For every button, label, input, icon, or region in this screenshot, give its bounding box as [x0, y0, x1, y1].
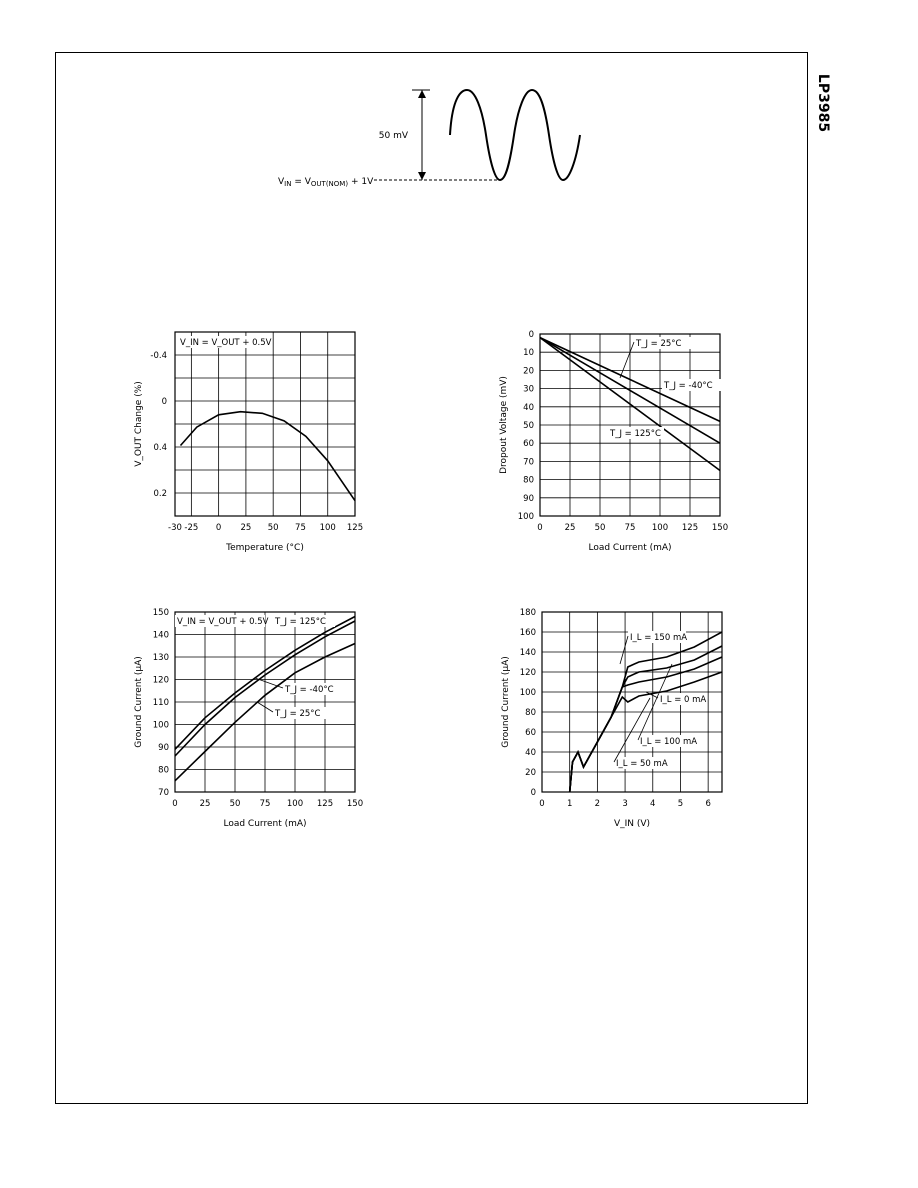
y-axis-label: Ground Current (µA): [134, 656, 144, 748]
y-axis-label: V_OUT Change (%): [134, 381, 144, 467]
y-tick-label: 80: [525, 708, 536, 718]
x-tick-label: 75: [259, 799, 271, 809]
series-line-1: [181, 412, 356, 501]
y-tick-label: 0: [528, 330, 534, 340]
label-pointer: [620, 342, 634, 378]
vin-label: $V_{IN} = V_{OUT(NOM)} + 1V$: [278, 177, 374, 188]
x-tick-label: 100: [319, 523, 336, 533]
y-tick-label: 20: [525, 768, 536, 778]
series-label-150ma: I_L = 150 mA: [630, 633, 688, 643]
y-tick-label: 100: [517, 512, 534, 522]
x-tick-label: 0: [172, 799, 178, 809]
x-tick-label: 150: [346, 799, 364, 809]
sine-wave: [450, 90, 580, 180]
label-pointer: [620, 636, 628, 664]
x-tick-label: 1: [566, 799, 573, 809]
x-axis-label: V_IN (V): [613, 819, 651, 829]
amplitude-label: 50 mV: [378, 131, 408, 141]
series-label-100ma: I_L = 100 mA: [640, 737, 698, 747]
x-tick-label: 25: [240, 523, 252, 533]
x-tick-label: 125: [681, 523, 699, 533]
x-tick-label: 0: [539, 799, 545, 809]
x-tick-label: -30: [168, 523, 182, 533]
y-tick-label: 40: [525, 748, 536, 758]
y-tick-label: 80: [523, 475, 534, 486]
y-tick-label: 120: [152, 675, 169, 686]
x-tick-label: 3: [622, 799, 628, 809]
y-tick-label: 0: [161, 397, 167, 407]
x-tick-label: 125: [316, 799, 334, 809]
y-tick-label: 70: [523, 457, 534, 468]
series-label-125c: T_J = 125°C: [275, 617, 326, 627]
part-number: LP3985: [815, 73, 831, 133]
y-tick-label: 90: [158, 743, 169, 753]
dropout-voltage-vs-load-current-chart: [490, 318, 740, 563]
y-axis-label: Dropout Voltage (mV): [499, 376, 509, 474]
series-label-minus40c: T_J = -40°C: [285, 685, 334, 695]
y-tick-label: -0.4: [150, 351, 167, 361]
x-tick-label: 25: [199, 799, 211, 809]
y-tick-label: 150: [152, 608, 169, 618]
x-tick-label: 2: [594, 799, 601, 809]
series-label-0ma: I_L = 0 mA: [660, 695, 707, 705]
y-axis-label: Ground Current (µA): [501, 656, 511, 748]
y-tick-label: 10: [523, 348, 534, 359]
x-tick-label: 25: [564, 523, 576, 533]
y-tick-label: 100: [152, 720, 169, 731]
y-tick-label: 80: [158, 765, 169, 776]
y-tick-label: 110: [152, 698, 169, 708]
y-tick-label: 140: [152, 630, 169, 641]
condition-annotation: V_IN = V_OUT + 0.5V: [177, 617, 269, 627]
y-tick-label: 70: [158, 788, 169, 798]
y-tick-label: 30: [523, 384, 534, 395]
y-tick-label: 0: [530, 788, 536, 798]
waveform-figure: [270, 80, 600, 195]
y-tick-label: 180: [519, 608, 536, 618]
y-tick-label: 130: [152, 653, 169, 663]
y-tick-label: 60: [525, 728, 536, 738]
y-tick-label: 90: [523, 493, 534, 504]
y-tick-label: 160: [519, 628, 536, 638]
x-tick-label: 0: [537, 523, 543, 533]
series-label-125c: T_J = 125°C: [610, 429, 661, 439]
x-tick-label: 50: [229, 799, 241, 809]
x-tick-label: 125: [346, 523, 364, 533]
ground-current-vs-vin-chart: [490, 598, 740, 843]
y-tick-label: 140: [519, 648, 536, 658]
y-tick-label: 60: [523, 439, 534, 450]
arrow-head-top: [418, 90, 426, 98]
y-tick-label: 100: [519, 688, 536, 698]
series-label-25c: T_J = 25°C: [636, 339, 682, 349]
x-tick-label: 75: [295, 523, 306, 533]
x-tick-label: 100: [286, 799, 304, 809]
page-frame: [55, 52, 808, 1104]
y-tick-label: 120: [519, 668, 536, 678]
y-tick-label: 0.2: [153, 489, 167, 499]
y-tick-label: 0.4: [153, 443, 167, 453]
x-tick-label: 75: [624, 523, 636, 533]
series-label-50ma: I_L = 50 mA: [616, 759, 668, 769]
y-tick-label: 50: [523, 421, 534, 431]
y-tick-label: 20: [523, 366, 534, 377]
vout-change-vs-temperature-chart: [125, 318, 375, 563]
label-pointer: [614, 698, 650, 762]
x-tick-label: 0: [215, 523, 222, 533]
x-tick-label: 50: [267, 523, 279, 533]
y-tick-label: 40: [523, 402, 534, 413]
series-label-25c: T_J = 25°C: [275, 709, 321, 719]
series-label-minus40c: T_J = -40°C: [664, 381, 713, 391]
x-axis-label: Temperature (°C): [226, 543, 304, 553]
condition-annotation: V_IN = V_OUT + 0.5V: [180, 338, 272, 348]
x-axis-label: Load Current (mA): [588, 543, 672, 553]
x-tick-label: 50: [594, 523, 606, 533]
arrow-head-bottom: [418, 172, 426, 180]
x-tick-label: 4: [650, 799, 656, 809]
x-tick-label: 150: [711, 523, 729, 533]
x-axis-label: Load Current (mA): [223, 819, 307, 829]
series-line-2: [570, 646, 722, 792]
x-tick-label: -25: [184, 523, 199, 533]
x-tick-label: 6: [705, 799, 711, 809]
ground-current-vs-load-current-chart: [125, 598, 375, 843]
x-tick-label: 100: [651, 523, 669, 533]
x-tick-label: 5: [677, 799, 684, 809]
